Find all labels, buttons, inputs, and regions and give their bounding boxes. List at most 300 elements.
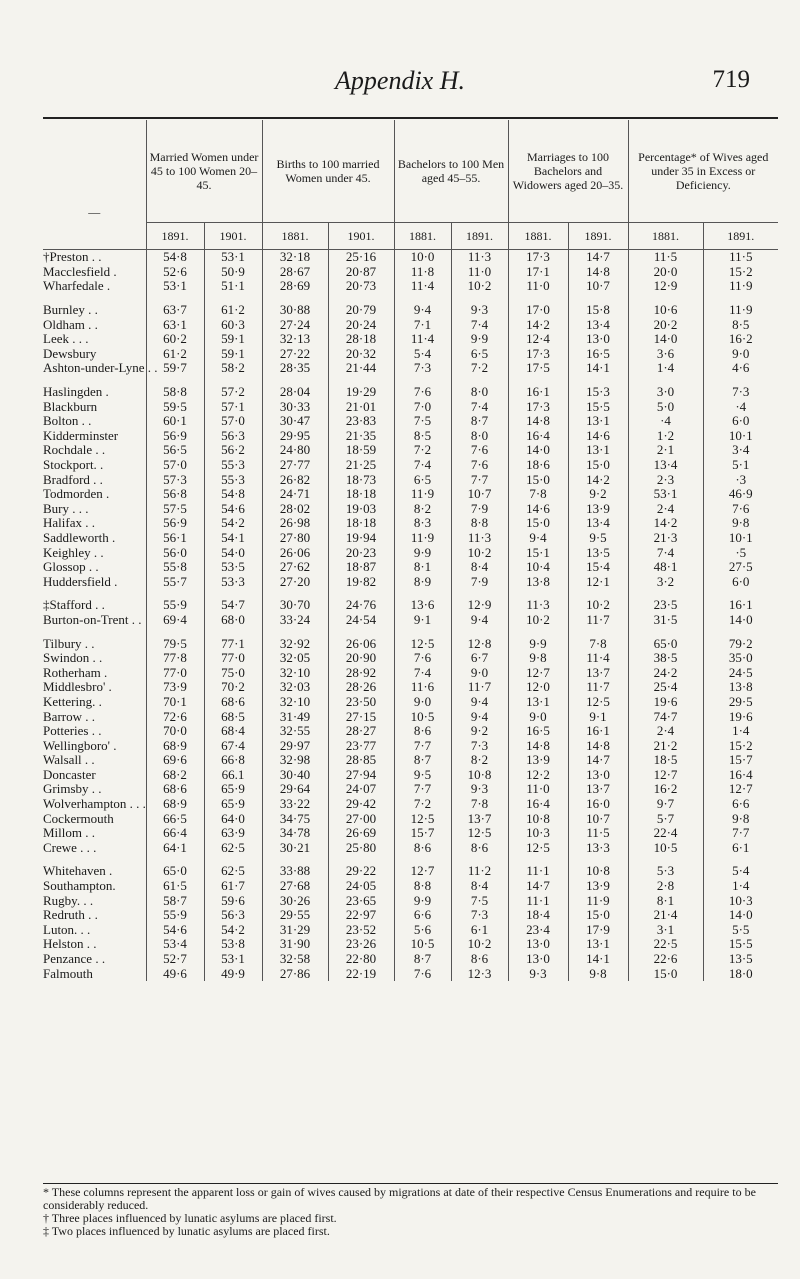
header-row-labels — [43, 120, 778, 223]
value-cell: 70·0 — [146, 724, 204, 739]
value-cell: 30·26 — [262, 893, 328, 908]
value-cell: 7·2 — [394, 797, 451, 812]
value-cell: 9·9 — [451, 332, 508, 347]
value-cell: 31·5 — [628, 613, 703, 628]
year-header: 1891. — [703, 223, 778, 250]
value-cell: 23·52 — [328, 923, 394, 938]
value-cell: 30·88 — [262, 303, 328, 318]
value-cell: 9·3 — [451, 782, 508, 797]
value-cell: 11·8 — [394, 265, 451, 280]
place-name: Wellingboro' . — [43, 737, 117, 753]
value-cell: 18·0 — [703, 966, 778, 981]
value-cell: 65·9 — [204, 797, 262, 812]
value-cell: 2·4 — [628, 724, 703, 739]
value-cell: 6·7 — [451, 651, 508, 666]
value-cell: 6·1 — [451, 923, 508, 938]
value-cell: 11·9 — [394, 531, 451, 546]
table-row — [43, 864, 778, 879]
value-cell: 14·8 — [508, 414, 568, 429]
value-cell: 14·2 — [508, 317, 568, 332]
value-cell: 32·98 — [262, 753, 328, 768]
bottom-rule — [43, 1183, 778, 1184]
value-cell: 63·7 — [146, 303, 204, 318]
place-name: Penzance . . — [43, 951, 106, 967]
value-cell: 7·1 — [394, 317, 451, 332]
value-cell: 27·20 — [262, 574, 328, 589]
value-cell: 63·1 — [146, 317, 204, 332]
value-cell: 15·0 — [508, 472, 568, 487]
value-cell: 9·3 — [508, 966, 568, 981]
value-cell: 18·5 — [628, 753, 703, 768]
value-cell: 68·0 — [204, 613, 262, 628]
value-cell: 12·5 — [394, 811, 451, 826]
value-cell: 34·78 — [262, 826, 328, 841]
statistics-table — [43, 120, 778, 981]
value-cell: 14·7 — [568, 250, 628, 265]
year-header: 1881. — [508, 223, 568, 250]
value-cell: 11·4 — [394, 279, 451, 294]
spacer-cell — [628, 627, 703, 636]
value-cell: 1·2 — [628, 429, 703, 444]
value-cell: 6·0 — [703, 414, 778, 429]
value-cell: 6·5 — [451, 347, 508, 362]
value-cell: 11·0 — [508, 279, 568, 294]
value-cell: 28·35 — [262, 361, 328, 376]
value-cell: 21·25 — [328, 458, 394, 473]
value-cell: 27·62 — [262, 560, 328, 575]
value-cell: 8·3 — [394, 516, 451, 531]
value-cell: 11·5 — [568, 826, 628, 841]
value-cell: 21·3 — [628, 531, 703, 546]
page-number: 719 — [712, 66, 750, 93]
year-header: 1881. — [628, 223, 703, 250]
value-cell: 14·7 — [568, 753, 628, 768]
value-cell: 27·77 — [262, 458, 328, 473]
value-cell: 9·9 — [394, 545, 451, 560]
value-cell: 21·01 — [328, 399, 394, 414]
value-cell: 66.1 — [204, 768, 262, 783]
place-name: Todmorden . — [43, 486, 110, 502]
value-cell: 9·4 — [508, 531, 568, 546]
table-row — [43, 893, 778, 908]
value-cell: 11·7 — [568, 613, 628, 628]
value-cell: 25·80 — [328, 841, 394, 856]
value-cell: 13·0 — [568, 768, 628, 783]
value-cell: 68·2 — [146, 768, 204, 783]
place-name: Burnley . . — [43, 302, 98, 318]
table-row — [43, 560, 778, 575]
value-cell: 10·6 — [628, 303, 703, 318]
table-row — [43, 385, 778, 400]
value-cell: 9·4 — [451, 613, 508, 628]
value-cell: 9·5 — [394, 768, 451, 783]
value-cell: 10·2 — [451, 545, 508, 560]
place-name: Haslingden . — [43, 384, 109, 400]
value-cell: 28·67 — [262, 265, 328, 280]
value-cell: 5·4 — [394, 347, 451, 362]
value-cell: 31·49 — [262, 709, 328, 724]
value-cell: 9·1 — [568, 709, 628, 724]
footnote: ‡ Two places influenced by lunatic asylums are placed first. — [43, 1224, 330, 1238]
table-row — [43, 545, 778, 560]
value-cell: 3·4 — [703, 443, 778, 458]
value-cell: 65·9 — [204, 782, 262, 797]
value-cell: 3·0 — [628, 385, 703, 400]
value-cell: 14·0 — [628, 332, 703, 347]
value-cell: 7·6 — [703, 502, 778, 517]
value-cell: 7·2 — [394, 443, 451, 458]
value-cell: 13·4 — [568, 317, 628, 332]
place-name: †Preston . . — [43, 249, 102, 265]
value-cell: 9·2 — [568, 487, 628, 502]
value-cell: 18·73 — [328, 472, 394, 487]
value-cell: 19·6 — [703, 709, 778, 724]
spacer-cell — [394, 627, 451, 636]
spacer-cell — [451, 627, 508, 636]
table-row — [43, 265, 778, 280]
value-cell: 53·1 — [204, 250, 262, 265]
place-name: Cockermouth — [43, 810, 114, 826]
value-cell: 21·4 — [628, 908, 703, 923]
value-cell: 7·3 — [451, 738, 508, 753]
value-cell: 17·5 — [508, 361, 568, 376]
value-cell: 30·40 — [262, 768, 328, 783]
value-cell: 13·6 — [394, 598, 451, 613]
value-cell: 27·68 — [262, 879, 328, 894]
value-cell: 30·47 — [262, 414, 328, 429]
value-cell: 24·2 — [628, 665, 703, 680]
value-cell: 12·3 — [451, 966, 508, 981]
value-cell: 32·55 — [262, 724, 328, 739]
value-cell: 8·0 — [451, 385, 508, 400]
value-cell: 7·4 — [394, 458, 451, 473]
spacer-cell — [204, 627, 262, 636]
value-cell: 9·0 — [451, 665, 508, 680]
value-cell: 16·5 — [568, 347, 628, 362]
value-cell: 25·16 — [328, 250, 394, 265]
value-cell: 7·5 — [394, 414, 451, 429]
page-title: Appendix H. — [335, 66, 465, 95]
value-cell: 15·7 — [394, 826, 451, 841]
value-cell: 10·4 — [508, 560, 568, 575]
value-cell: 28·92 — [328, 665, 394, 680]
value-cell: 8·6 — [451, 841, 508, 856]
value-cell: 10·2 — [451, 279, 508, 294]
value-cell: 13·1 — [568, 414, 628, 429]
value-cell: 10·8 — [568, 864, 628, 879]
value-cell: 60·1 — [146, 414, 204, 429]
table-row — [43, 782, 778, 797]
value-cell: 56·5 — [146, 443, 204, 458]
spacer-cell — [568, 627, 628, 636]
value-cell: 10·8 — [451, 768, 508, 783]
value-cell: 7·7 — [451, 472, 508, 487]
value-cell: 32·03 — [262, 680, 328, 695]
group-spacer — [43, 627, 778, 636]
value-cell: 12·7 — [394, 864, 451, 879]
value-cell: 69·4 — [146, 613, 204, 628]
value-cell: 12·9 — [451, 598, 508, 613]
value-cell: 68·6 — [204, 695, 262, 710]
value-cell: 12·5 — [568, 695, 628, 710]
value-cell: 28·27 — [328, 724, 394, 739]
value-cell: 13·4 — [628, 458, 703, 473]
value-cell: 13·9 — [508, 753, 568, 768]
value-cell: 30·70 — [262, 598, 328, 613]
value-cell: 12·5 — [394, 636, 451, 651]
value-cell: 11·3 — [451, 250, 508, 265]
table-row — [43, 651, 778, 666]
table-row — [43, 695, 778, 710]
value-cell: 16·4 — [703, 768, 778, 783]
year-header: 1891. — [568, 223, 628, 250]
value-cell: 75·0 — [204, 665, 262, 680]
value-cell: 20·2 — [628, 317, 703, 332]
place-name: Glossop . . — [43, 559, 99, 575]
value-cell: 24·71 — [262, 487, 328, 502]
table-row — [43, 613, 778, 628]
value-cell: 53·1 — [628, 487, 703, 502]
value-cell: 55·8 — [146, 560, 204, 575]
value-cell: 8·2 — [451, 753, 508, 768]
value-cell: 15·8 — [568, 303, 628, 318]
place-name: Ashton-under-Lyne . . — [43, 360, 158, 376]
value-cell: 11·3 — [508, 598, 568, 613]
place-name: Walsall . . — [43, 752, 95, 768]
table-row — [43, 952, 778, 967]
place-name: Wharfedale . — [43, 278, 111, 294]
value-cell: 9·4 — [451, 709, 508, 724]
value-cell: 13·1 — [568, 937, 628, 952]
value-cell: 77·8 — [146, 651, 204, 666]
value-cell: 32·05 — [262, 651, 328, 666]
value-cell: 59·7 — [146, 361, 204, 376]
value-cell: 57·1 — [204, 399, 262, 414]
value-cell: 68·9 — [146, 797, 204, 812]
value-cell: 5·1 — [703, 458, 778, 473]
place-name: Tilbury . . — [43, 635, 95, 651]
value-cell: 11·4 — [568, 651, 628, 666]
value-cell: 59·1 — [204, 347, 262, 362]
value-cell: 19·29 — [328, 385, 394, 400]
value-cell: 61·2 — [146, 347, 204, 362]
value-cell: 8·6 — [451, 952, 508, 967]
place-name: Kettering. . — [43, 693, 102, 709]
header-bachelors: Bachelors to 100 Men aged 45–55. — [394, 120, 508, 223]
year-header: 1881. — [394, 223, 451, 250]
value-cell: 16·4 — [508, 797, 568, 812]
value-cell: 12·7 — [628, 768, 703, 783]
table-row — [43, 516, 778, 531]
value-cell: 8·4 — [451, 560, 508, 575]
table-row — [43, 724, 778, 739]
value-cell: 11·3 — [451, 531, 508, 546]
value-cell: 13·1 — [508, 695, 568, 710]
table-row — [43, 332, 778, 347]
value-cell: 17·3 — [508, 250, 568, 265]
value-cell: 12·8 — [451, 636, 508, 651]
value-cell: 14·8 — [568, 738, 628, 753]
value-cell: 14·1 — [568, 361, 628, 376]
value-cell: 5·3 — [628, 864, 703, 879]
value-cell: 12·9 — [628, 279, 703, 294]
value-cell: 29·42 — [328, 797, 394, 812]
value-cell: 68·4 — [204, 724, 262, 739]
value-cell: 24·07 — [328, 782, 394, 797]
place-name: Whitehaven . — [43, 863, 113, 879]
value-cell: 13·8 — [508, 574, 568, 589]
place-name: Potteries . . — [43, 723, 102, 739]
value-cell: 54·6 — [204, 502, 262, 517]
table-row — [43, 709, 778, 724]
value-cell: 9·0 — [508, 709, 568, 724]
value-cell: 29·22 — [328, 864, 394, 879]
value-cell: 9·7 — [628, 797, 703, 812]
value-cell: 10·8 — [508, 811, 568, 826]
table-row — [43, 908, 778, 923]
value-cell: ·4 — [628, 414, 703, 429]
value-cell: 46·9 — [703, 487, 778, 502]
place-name: ‡Stafford . . — [43, 597, 105, 613]
value-cell: 13·8 — [703, 680, 778, 695]
value-cell: 52·6 — [146, 265, 204, 280]
value-cell: 27·94 — [328, 768, 394, 783]
table-body — [43, 250, 778, 981]
value-cell: 19·6 — [628, 695, 703, 710]
value-cell: 26·82 — [262, 472, 328, 487]
table-row — [43, 574, 778, 589]
value-cell: 59·1 — [204, 332, 262, 347]
year-header: 1891. — [451, 223, 508, 250]
value-cell: 28·69 — [262, 279, 328, 294]
value-cell: 14·0 — [703, 908, 778, 923]
value-cell: 55·3 — [204, 472, 262, 487]
value-cell: 77·1 — [204, 636, 262, 651]
value-cell: 61·2 — [204, 303, 262, 318]
value-cell: ·4 — [703, 399, 778, 414]
value-cell: 11·6 — [394, 680, 451, 695]
value-cell: 58·2 — [204, 361, 262, 376]
value-cell: 11·9 — [703, 279, 778, 294]
value-cell: 69·6 — [146, 753, 204, 768]
value-cell: 63·9 — [204, 826, 262, 841]
value-cell: 56·9 — [146, 516, 204, 531]
value-cell: 9·3 — [451, 303, 508, 318]
value-cell: 3·1 — [628, 923, 703, 938]
value-cell: 22·97 — [328, 908, 394, 923]
value-cell: 16·0 — [568, 797, 628, 812]
value-cell: 3·6 — [628, 347, 703, 362]
value-cell: 19·82 — [328, 574, 394, 589]
value-cell: 7·4 — [628, 545, 703, 560]
value-cell: 57·5 — [146, 502, 204, 517]
value-cell: 14·2 — [568, 472, 628, 487]
value-cell: 10·5 — [394, 709, 451, 724]
value-cell: 34·75 — [262, 811, 328, 826]
value-cell: 56·0 — [146, 545, 204, 560]
table-row — [43, 414, 778, 429]
value-cell: 54·6 — [146, 923, 204, 938]
value-cell: 24·5 — [703, 665, 778, 680]
value-cell: 7·6 — [451, 443, 508, 458]
value-cell: 17·1 — [508, 265, 568, 280]
value-cell: 17·3 — [508, 347, 568, 362]
value-cell: 64·0 — [204, 811, 262, 826]
value-cell: 26·69 — [328, 826, 394, 841]
value-cell: 9·0 — [703, 347, 778, 362]
value-cell: 61·7 — [204, 879, 262, 894]
value-cell: 13·3 — [568, 841, 628, 856]
value-cell: 27·5 — [703, 560, 778, 575]
value-cell: 66·5 — [146, 811, 204, 826]
value-cell: 32·10 — [262, 695, 328, 710]
value-cell: 8·1 — [394, 560, 451, 575]
value-cell: 1·4 — [628, 361, 703, 376]
value-cell: 23·83 — [328, 414, 394, 429]
value-cell: 32·18 — [262, 250, 328, 265]
table-row — [43, 250, 778, 265]
value-cell: 10·1 — [703, 429, 778, 444]
place-name: Rugby. . . — [43, 892, 94, 908]
value-cell: 54·2 — [204, 923, 262, 938]
value-cell: 18·87 — [328, 560, 394, 575]
value-cell: 54·2 — [204, 516, 262, 531]
value-cell: 23·4 — [508, 923, 568, 938]
value-cell: 7·9 — [451, 502, 508, 517]
value-cell: 20·0 — [628, 265, 703, 280]
value-cell: 9·2 — [451, 724, 508, 739]
value-cell: 5·5 — [703, 923, 778, 938]
value-cell: 62·5 — [204, 841, 262, 856]
value-cell: 8·8 — [394, 879, 451, 894]
value-cell: 16·2 — [703, 332, 778, 347]
value-cell: 27·00 — [328, 811, 394, 826]
header-percentage: Percentage* of Wives aged under 35 in Excess or Deficiency. — [628, 120, 778, 223]
value-cell: 19·94 — [328, 531, 394, 546]
page-header — [0, 62, 800, 106]
value-cell: ·5 — [703, 545, 778, 560]
value-cell: 49·6 — [146, 966, 204, 981]
value-cell: 29·95 — [262, 429, 328, 444]
table-row — [43, 487, 778, 502]
value-cell: 58·8 — [146, 385, 204, 400]
value-cell: 11·5 — [703, 250, 778, 265]
place-name: Kidderminster — [43, 427, 119, 443]
table-row — [43, 399, 778, 414]
value-cell: 15·1 — [508, 545, 568, 560]
value-cell: 11·9 — [394, 487, 451, 502]
table-row — [43, 753, 778, 768]
value-cell: 7·7 — [703, 826, 778, 841]
value-cell: 7·0 — [394, 399, 451, 414]
value-cell: 10·5 — [394, 937, 451, 952]
value-cell: 9·8 — [703, 811, 778, 826]
value-cell: 12·5 — [508, 841, 568, 856]
value-cell: 8·7 — [394, 952, 451, 967]
value-cell: 56·3 — [204, 908, 262, 923]
header-married: Married Women under 45 to 100 Women 20–45. — [146, 120, 262, 223]
value-cell: 22·19 — [328, 966, 394, 981]
value-cell: 68·5 — [204, 709, 262, 724]
value-cell: 16·5 — [508, 724, 568, 739]
value-cell: 18·4 — [508, 908, 568, 923]
place-name: Millom . . — [43, 825, 96, 841]
value-cell: 57·0 — [204, 414, 262, 429]
value-cell: 50·9 — [204, 265, 262, 280]
table-row — [43, 797, 778, 812]
value-cell: 22·80 — [328, 952, 394, 967]
value-cell: 57·2 — [204, 385, 262, 400]
